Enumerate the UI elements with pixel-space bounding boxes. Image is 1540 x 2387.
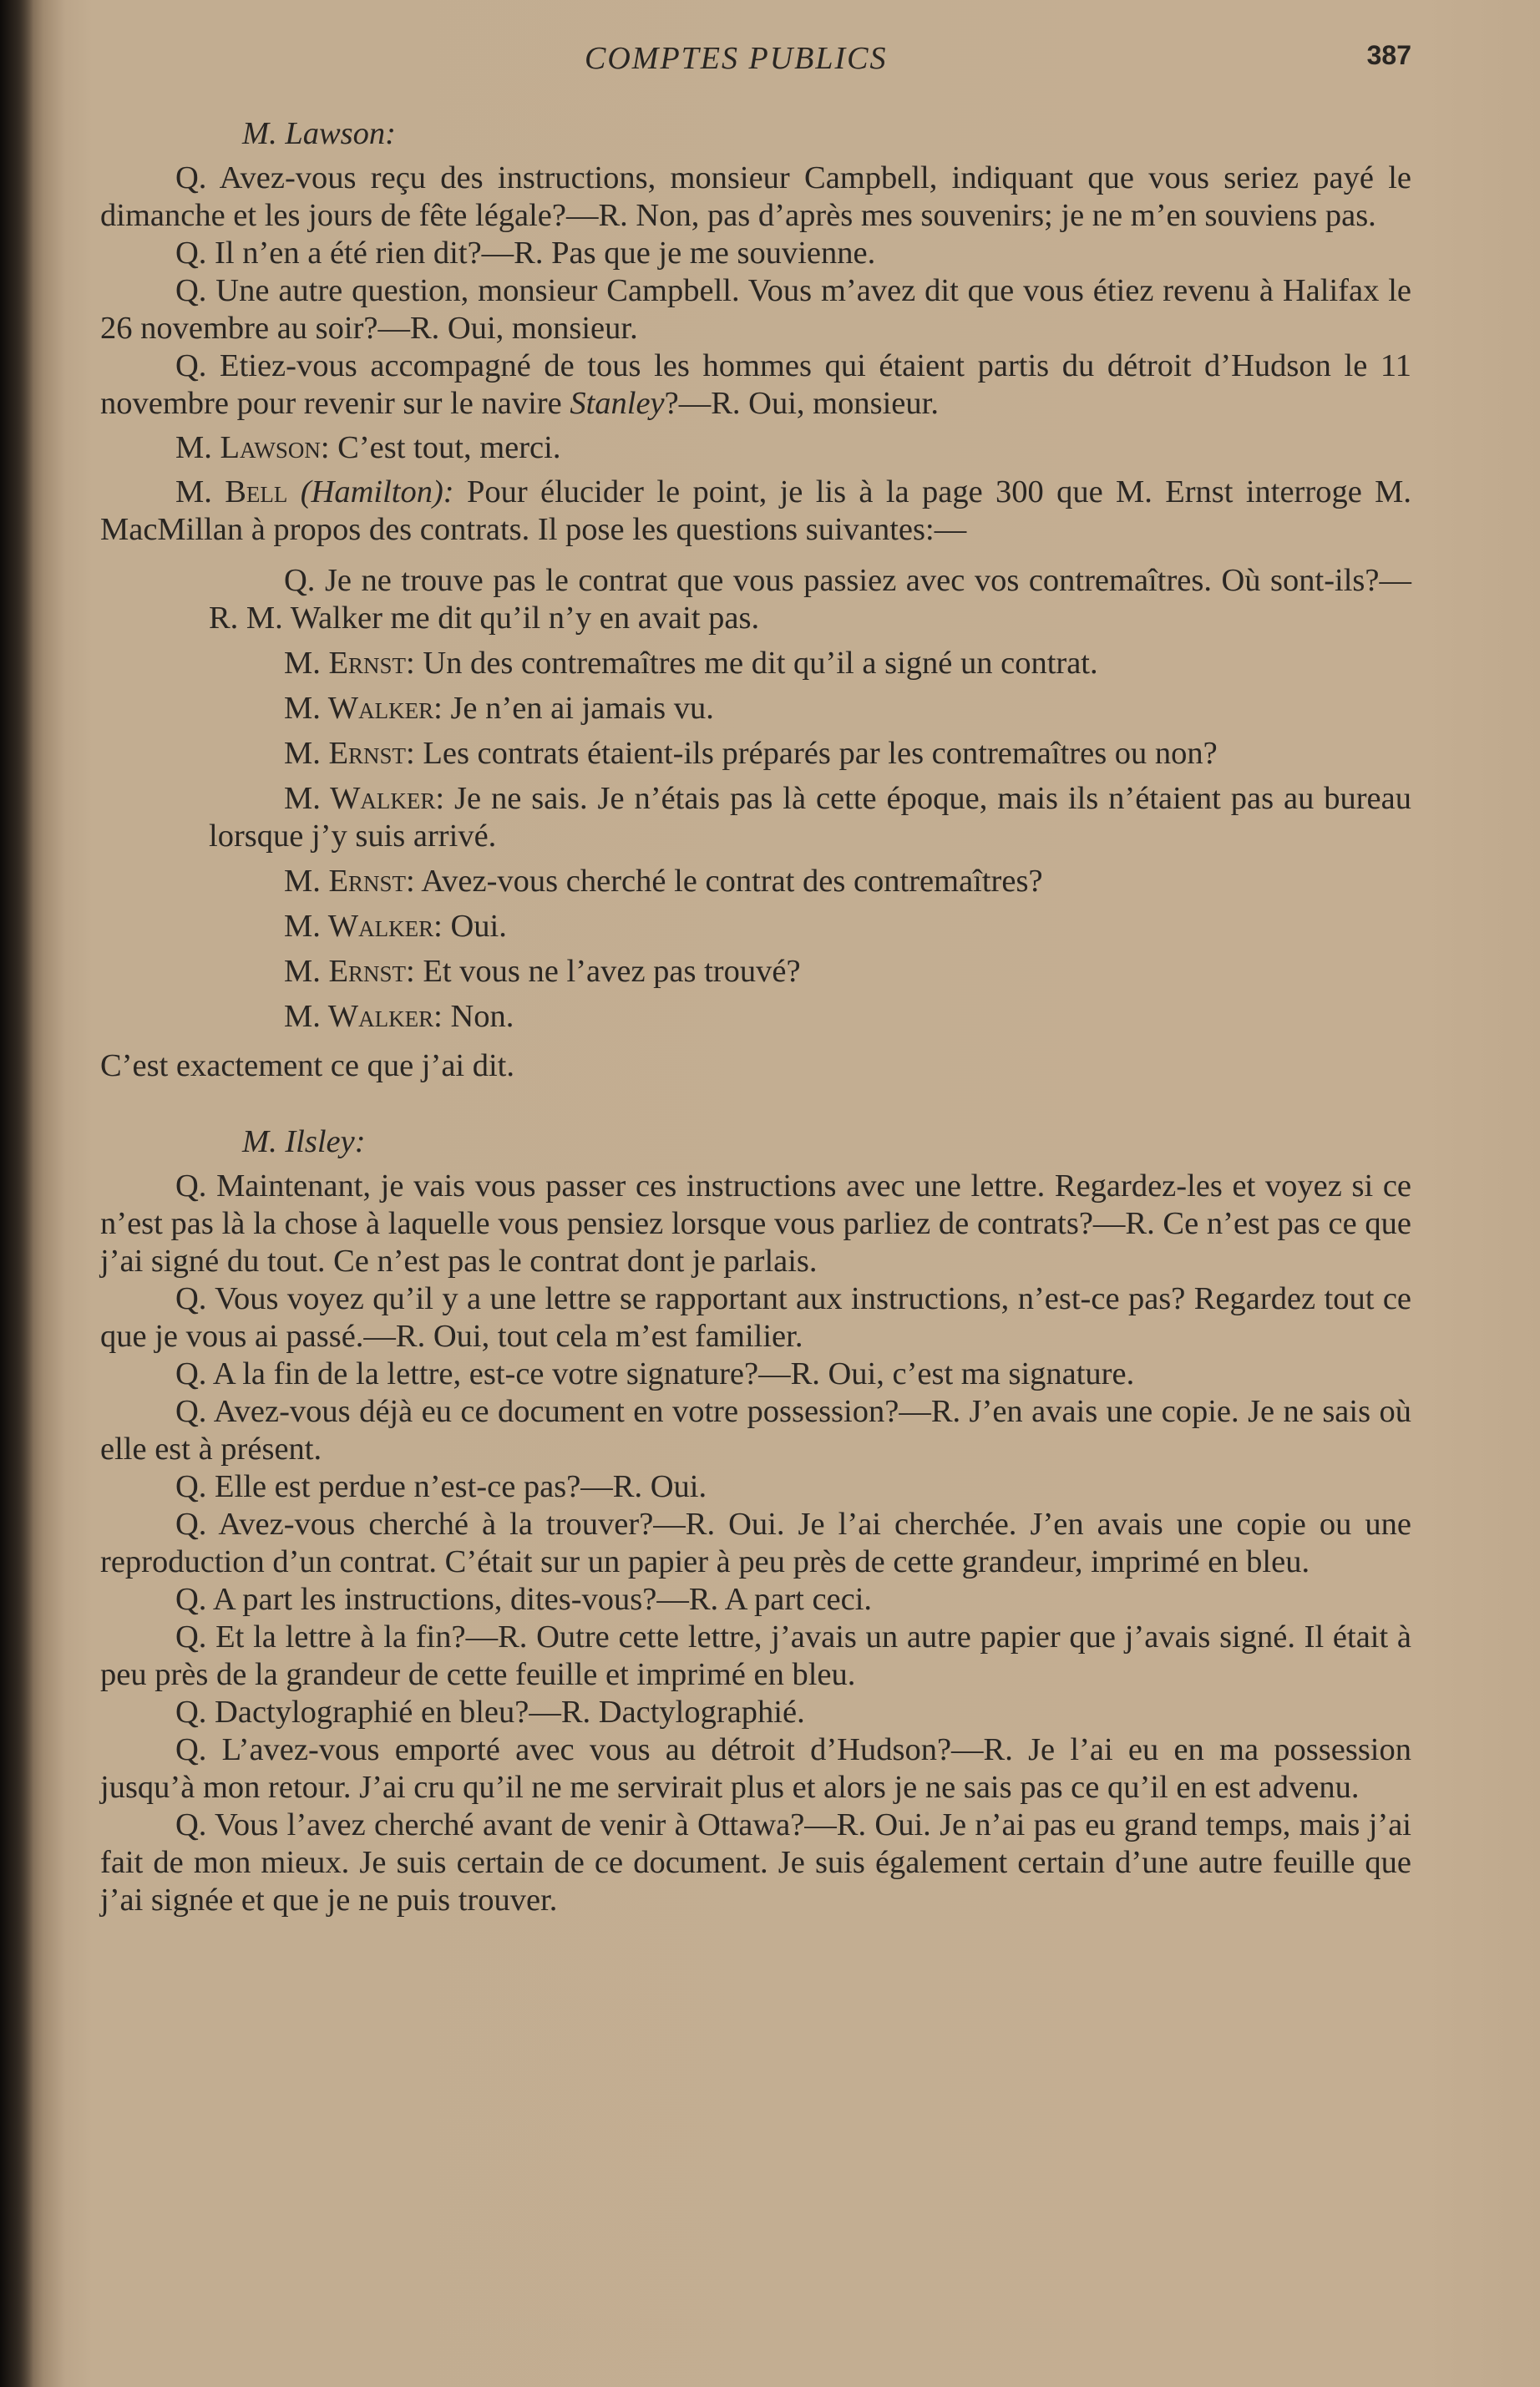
statement xyxy=(100,474,1411,549)
question-answer: Q. A part les instructions, dites-vous?—R. A part ceci. xyxy=(175,1582,873,1617)
statement xyxy=(100,429,1411,467)
quote-text: Je n’en ai jamais vu. xyxy=(442,691,714,726)
book-binding-shadow xyxy=(0,0,33,2387)
speaker-name: M. Bell xyxy=(175,474,288,509)
question-answer: Q. Une autre question, monsieur Campbell. Vous m’avez dit que vous étiez revenu à Halifax le 26 novembre au soir?—R. Oui, monsieur. xyxy=(100,273,1411,346)
speaker-name: M. Ernst: xyxy=(284,646,415,681)
quote-text: Oui. xyxy=(442,909,507,944)
question-answer: Q. Et la lettre à la fin?—R. Outre cette lettre, j’avais un autre papier que j’avais signé. Il était à peu près de la grandeur de cette feuille et imprimé en bleu. xyxy=(100,1619,1411,1692)
quote-line xyxy=(209,908,1411,945)
quote-line xyxy=(209,645,1411,682)
speaker-name: M. Walker: xyxy=(284,781,445,816)
quote-line xyxy=(209,863,1411,900)
quote-text: Je ne sais. Je n’étais pas là cette époque, mais ils n’étaient pas au bureau lorsque j’y suis arrivé. xyxy=(209,781,1411,854)
quoted-testimony xyxy=(100,562,1411,1036)
quote-line: Q. Je ne trouve pas le contrat que vous passiez avec vos contremaîtres. Où sont-ils?—R. M. Walker me dit qu’il n’y en avait pas. xyxy=(209,563,1411,636)
page-number: 387 xyxy=(1366,40,1411,70)
quote-text: Les contrats étaient-ils préparés par les contremaîtres ou non? xyxy=(414,736,1218,771)
ship-name: Stanley xyxy=(570,386,665,421)
speaker-name: M. Lawson: xyxy=(175,430,330,465)
question-answer: Q. L’avez-vous emporté avec vous au détroit d’Hudson?—R. Je l’ai eu en ma possession jusqu’à mon retour. J’ai cru qu’il ne me servirait plus et alors je ne sais pas ce qu’il en est advenu. xyxy=(100,1732,1411,1805)
speaker-name: M. Walker: xyxy=(284,909,443,944)
question-answer: Q. Elle est perdue n’est-ce pas?—R. Oui. xyxy=(175,1469,707,1504)
question-answer: Q. Vous l’avez cherché avant de venir à Ottawa?—R. Oui. Je n’ai pas eu grand temps, mais j’ai fait de mon mieux. Je suis certain de ce document. Je suis également certain d’une autre feuille que j’ai signée et que je ne puis trouver. xyxy=(100,1807,1411,1918)
body-text xyxy=(100,115,1411,1919)
speaker-heading: M. Ilsley: xyxy=(242,1124,366,1159)
question-answer: Q. Avez-vous cherché à la trouver?—R. Oui. Je l’ai cherchée. J’en avais une copie ou une reproduction d’un contrat. C’était sur un papier à peu près de cette grandeur, imprimé en bleu. xyxy=(100,1507,1411,1579)
question-answer: Q. A la fin de la lettre, est-ce votre signature?—R. Oui, c’est ma signature. xyxy=(175,1356,1135,1391)
question-answer: Q. Maintenant, je vais vous passer ces instructions avec une lettre. Regardez-les et voyez si ce n’est pas là la chose à laquelle vous pensiez lorsque vous parliez de contrats?—R. Ce n’est pas ce que j’ai signé du tout. Ce n’est pas le contrat dont je parlais. xyxy=(100,1168,1411,1279)
quote-text: Et vous ne l’avez pas trouvé? xyxy=(414,954,801,989)
speaker-name: M. Walker: xyxy=(284,691,443,726)
running-head xyxy=(100,40,1411,82)
question-answer: Q. Vous voyez qu’il y a une lettre se rapportant aux instructions, n’est-ce pas? Regardez tout ce que je vous ai passé.—R. Oui, tout cela m’est familier. xyxy=(100,1281,1411,1354)
question-answer: Q. Avez-vous reçu des instructions, monsieur Campbell, indiquant que vous seriez payé le dimanche et les jours de fête légale?—R. Non, pas d’après mes souvenirs; je ne m’en souviens pas. xyxy=(100,160,1411,233)
running-title: COMPTES PUBLICS xyxy=(585,41,888,76)
question-answer: Q. Il n’en a été rien dit?—R. Pas que je me souvienne. xyxy=(175,236,876,271)
quote-line xyxy=(209,780,1411,855)
quote-text: Avez-vous cherché le contrat des contremaîtres? xyxy=(414,864,1043,899)
quote-line xyxy=(209,953,1411,991)
speaker-name: M. Ernst: xyxy=(284,864,415,899)
speaker-heading: M. Lawson: xyxy=(242,116,396,151)
question-answer: Q. Avez-vous déjà eu ce document en votre possession?—R. J’en avais une copie. Je ne sais où elle est à présent. xyxy=(100,1394,1411,1467)
closing-remark: C’est exactement ce que j’ai dit. xyxy=(100,1048,515,1083)
speaker-name: M. Walker: xyxy=(284,999,443,1034)
statement-text: C’est tout, merci. xyxy=(329,430,561,465)
speaker-name: M. Ernst: xyxy=(284,954,415,989)
quote-line xyxy=(209,998,1411,1036)
quote-line xyxy=(209,735,1411,773)
speaker-riding: (Hamilton): xyxy=(287,474,454,509)
quote-text: Non. xyxy=(442,999,514,1034)
speaker-name: M. Ernst: xyxy=(284,736,415,771)
question-answer: Q. Dactylographié en bleu?—R. Dactylographié. xyxy=(175,1695,805,1730)
quote-line xyxy=(209,690,1411,727)
question-answer: Q. Etiez-vous accompagné de tous les hommes qui étaient partis du détroit d’Hudson le 11 novembre pour revenir sur le navire Stanley?—R. Oui, monsieur. xyxy=(100,348,1411,421)
statement-text: Pour élucider le point, je lis à la page 300 que M. Ernst interroge M. MacMillan à propos des contrats. Il pose les questions suivantes:— xyxy=(100,474,1411,547)
quote-text: Un des contremaîtres me dit qu’il a signé un contrat. xyxy=(414,646,1098,681)
